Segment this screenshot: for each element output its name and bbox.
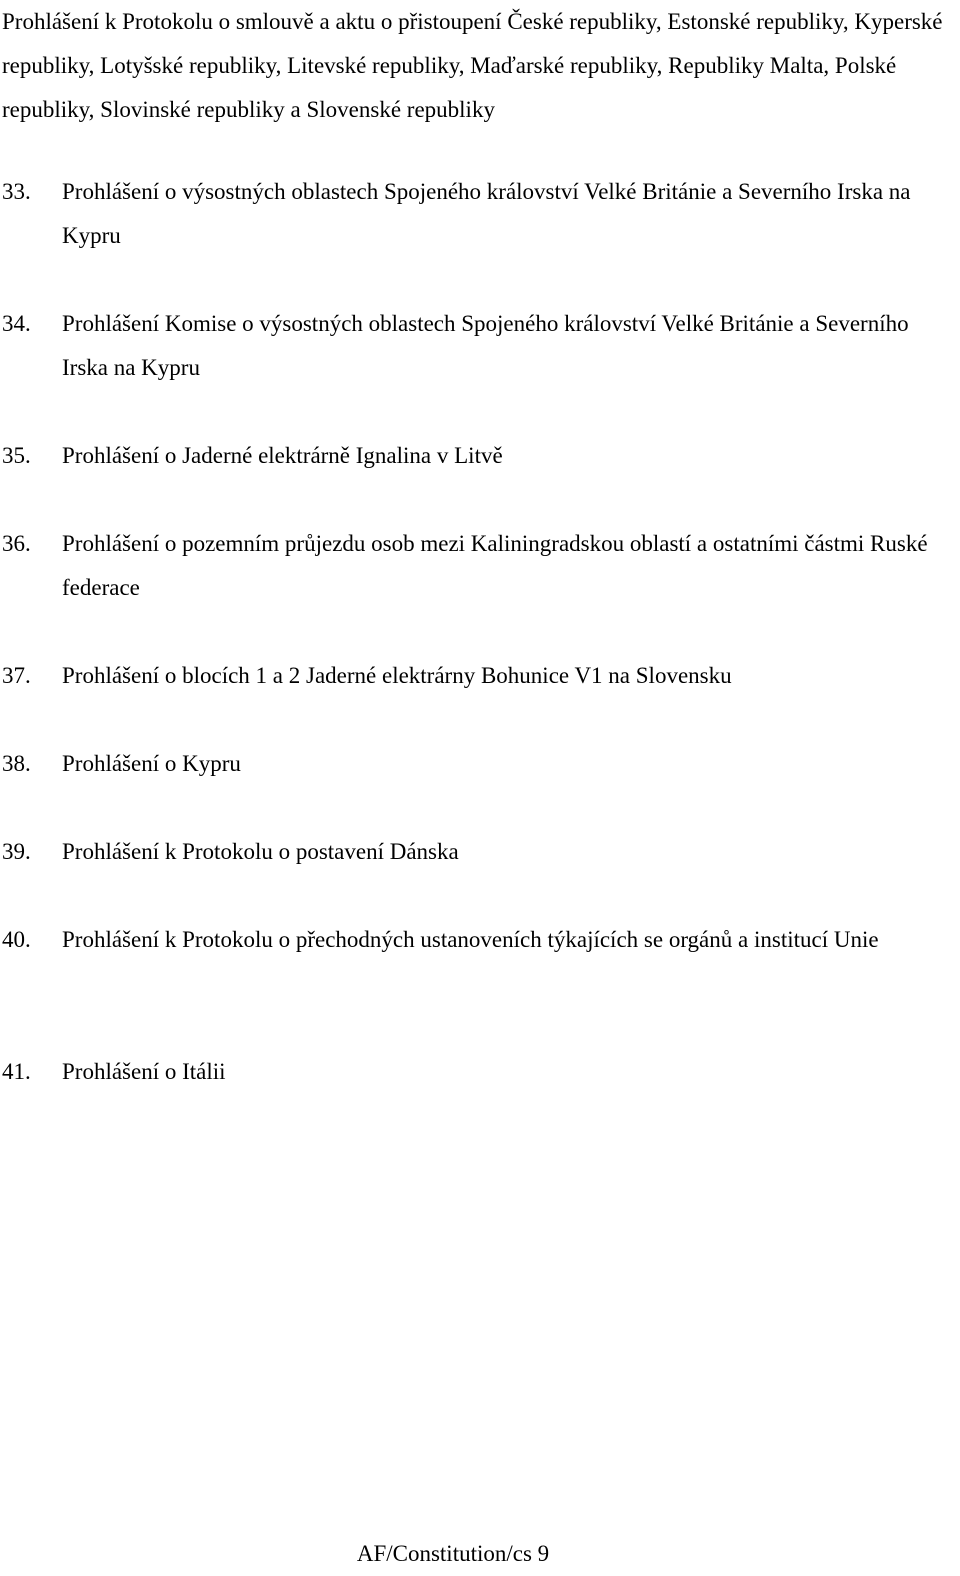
page-footer: AF/Constitution/cs 9 (356, 1541, 550, 1566)
item-text: Prohlášení o Kypru (62, 751, 241, 776)
item-text: Prohlášení o Jaderné elektrárně Ignalina v Litvě (62, 443, 503, 468)
intro-paragraph: Prohlášení k Protokolu o smlouvě a aktu o přistoupení České republiky, Estonské republiky, Kyperské republiky, Lotyšské republiky, Litevské republiky, Maďarské republiky, Republiky Malta, Polské republiky, Slovinské republiky a Slovenské republiky (2, 9, 943, 122)
item-text: Prohlášení o Itálii (62, 1059, 226, 1084)
item-number: 39. (2, 839, 31, 864)
item-text: Prohlášení o pozemním průjezdu osob mezi Kaliningradskou oblastí a ostatními částmi Ruské federace (62, 531, 928, 600)
item-number: 41. (2, 1059, 31, 1084)
item-number: 38. (2, 751, 31, 776)
item-text: Prohlášení k Protokolu o přechodných ustanoveních týkajících se orgánů a institucí Unie (62, 927, 879, 952)
item-number: 37. (2, 663, 31, 688)
item-number: 33. (2, 179, 31, 204)
item-text: Prohlášení Komise o výsostných oblastech Spojeného království Velké Británie a Severního Irska na Kypru (62, 311, 909, 380)
item-text: Prohlášení o výsostných oblastech Spojeného království Velké Británie a Severního Irska na Kypru (62, 179, 911, 248)
item-number: 34. (2, 311, 31, 336)
item-number: 40. (2, 927, 31, 952)
item-number: 36. (2, 531, 31, 556)
item-text: Prohlášení o blocích 1 a 2 Jaderné elektrárny Bohunice V1 na Slovensku (62, 663, 732, 688)
item-number: 35. (2, 443, 31, 468)
item-text: Prohlášení k Protokolu o postavení Dánska (62, 839, 459, 864)
